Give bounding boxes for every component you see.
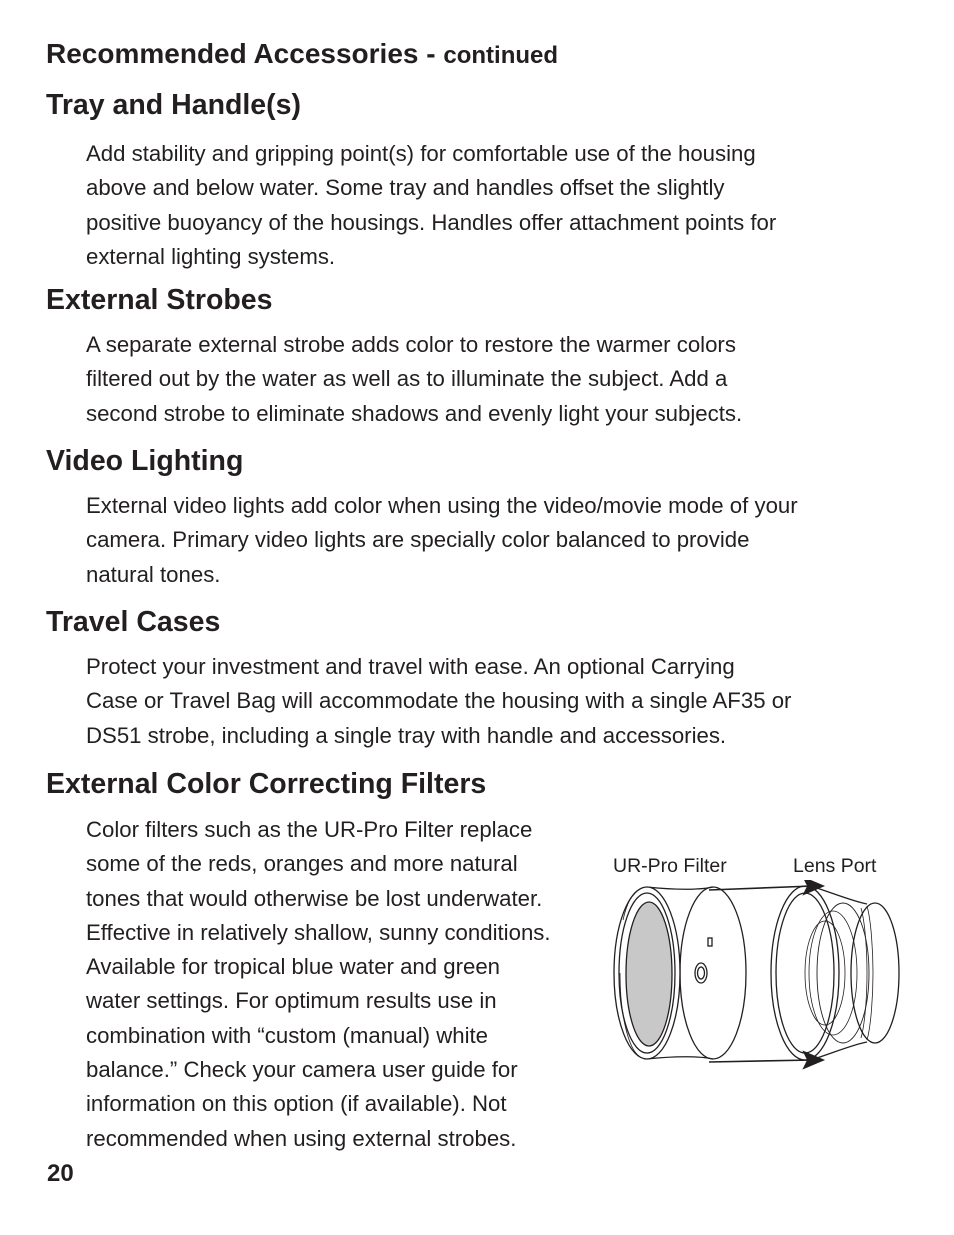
body-line: recommended when using external strobes. [86, 1125, 517, 1151]
section-heading-travel-cases: Travel Cases [46, 606, 221, 638]
section-heading-tray-and-handles: Tray and Handle(s) [46, 89, 301, 121]
body-line: combination with “custom (manual) white [86, 1022, 488, 1048]
body-line: water settings. For optimum results use in [86, 988, 497, 1014]
section-heading-external-strobes: External Strobes [46, 284, 273, 316]
section-body-tray-and-handles [86, 137, 776, 274]
section-body-color-correcting-filters [86, 813, 626, 1156]
body-line: tones that would otherwise be lost underwater. [86, 885, 543, 911]
body-line: external lighting systems. [86, 243, 336, 269]
section-body-external-strobes [86, 328, 742, 431]
section-body-travel-cases [86, 650, 791, 753]
page-number: 20 [47, 1160, 74, 1187]
body-line: positive buoyancy of the housings. Handles offer attachment points for [86, 209, 777, 235]
body-line: balance.” Check your camera user guide for [86, 1057, 518, 1083]
page-title-main: Recommended Accessories - [46, 38, 436, 69]
body-line: second strobe to eliminate shadows and evenly light your subjects. [86, 400, 743, 426]
body-line: Add stability and gripping point(s) for comfortable use of the housing [86, 141, 756, 166]
filter-lens-port-illustration [605, 880, 905, 1070]
body-line: camera. Primary video lights are specially color balanced to provide [86, 527, 750, 553]
body-line: above and below water. Some tray and handles offset the slightly [86, 175, 725, 201]
ur-pro-filter-label: UR-Pro Filter [613, 855, 727, 877]
body-line: filtered out by the water as well as to illuminate the subject. Add a [86, 366, 728, 392]
ur-pro-filter-icon [614, 887, 746, 1059]
body-line: Available for tropical blue water and green [86, 954, 501, 980]
page-title-continued: continued [443, 42, 559, 69]
body-line: natural tones. [86, 561, 221, 587]
body-line: Color filters such as the UR-Pro Filter replace [86, 817, 533, 842]
body-line: External video lights add color when using the video/movie mode of your [86, 493, 798, 518]
body-line: Effective in relatively shallow, sunny conditions. [86, 919, 551, 945]
body-line: information on this option (if available). Not [86, 1091, 507, 1117]
body-line: Protect your investment and travel with ease. An optional Carrying [86, 654, 735, 679]
page-title [46, 38, 558, 70]
lens-port-label: Lens Port [793, 855, 877, 877]
section-body-video-lighting [86, 489, 798, 592]
body-line: A separate external strobe adds color to restore the warmer colors [86, 332, 736, 357]
lens-port-icon [771, 886, 899, 1060]
body-line: Case or Travel Bag will accommodate the housing with a single AF35 or [86, 688, 792, 714]
section-heading-video-lighting: Video Lighting [46, 445, 244, 477]
section-heading-color-correcting-filters: External Color Correcting Filters [46, 768, 487, 800]
body-line: some of the reds, oranges and more natural [86, 851, 518, 877]
body-line: DS51 strobe, including a single tray with handle and accessories. [86, 722, 727, 748]
